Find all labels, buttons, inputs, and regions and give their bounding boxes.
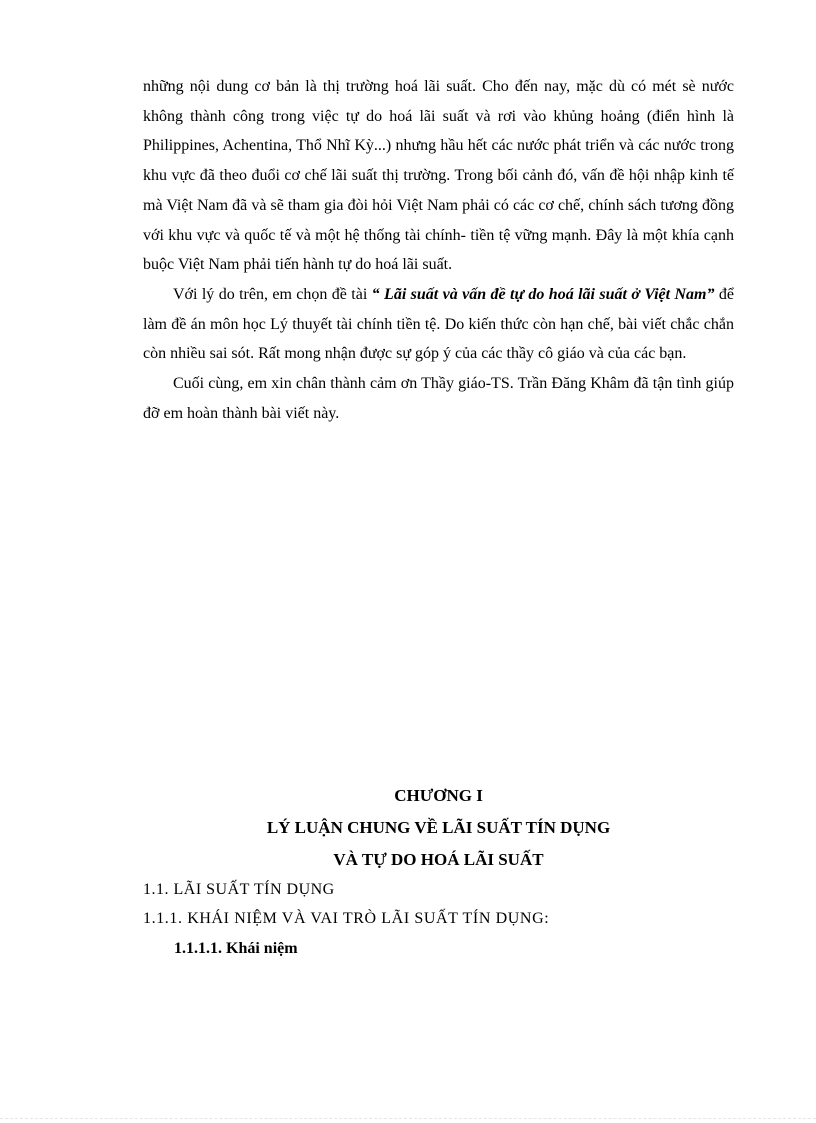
subsubsection-heading: 1.1.1.1. Khái niệm xyxy=(174,940,298,957)
chapter-title-line-1: LÝ LUẬN CHUNG VỀ LÃI SUẤT TÍN DỤNG xyxy=(266,818,611,837)
paragraph-topic-rest: để làm đề án môn học Lý thuyết tài chính tiền tệ. Do kiến thức còn hạn chế, bài viết chắc chắn còn nhiều sai sót. Rất mong nhận được sự góp ý của các thầy cô giáo và của các bạn. xyxy=(143,285,734,363)
paragraph-acknowledgement: Cuối cùng, em xin chân thành cảm ơn Thầy giáo-TS. Trần Đăng Khâm đã tận tình giúp đỡ em hoàn thành bài viết này. xyxy=(143,375,734,422)
chapter-title-line-2: VÀ TỰ DO HOÁ LÃI SUẤT xyxy=(333,850,544,869)
paragraph-topic xyxy=(143,280,734,369)
topic-title-emphasis: “ Lãi suất và vấn đề tự do hoá lãi suất ở Việt Nam” xyxy=(371,285,715,303)
paragraph-topic-intro: Với lý do trên, em chọn đề tài xyxy=(173,285,372,303)
section-heading: 1.1. LÃI SUẤT TÍN DỤNG xyxy=(143,881,335,898)
body-text xyxy=(143,72,734,428)
chapter-heading xyxy=(143,780,734,876)
subsection-heading: 1.1.1. KHÁI NIỆM VÀ VAI TRÒ LÃI SUẤT TÍN DỤNG: xyxy=(143,910,550,927)
chapter-number: CHƯƠNG I xyxy=(394,786,483,805)
page-bottom-divider xyxy=(0,1118,816,1119)
paragraph-continuation: những nội dung cơ bản là thị trường hoá lãi suất. Cho đến nay, mặc dù có mét sè nước không thành công trong việc tự do hoá lãi suất và rơi vào khủng hoảng (điển hình là Philippines, Achentina, Thổ Nhĩ Kỳ...) nhưng hầu hết các nước phát triển và các nước trong khu vực đã theo đuổi cơ chế lãi suất thị trường. Trong bối cảnh đó, vấn đề hội nhập kinh tế mà Việt Nam đã và sẽ tham gia đòi hỏi Việt Nam phải có các cơ chế, chính sách tương đồng với khu vực và quốc tế và một hệ thống tài chính- tiền tệ vững mạnh. Đây là một khía cạnh buộc Việt Nam phải tiến hành tự do hoá lãi suất. xyxy=(143,78,734,274)
